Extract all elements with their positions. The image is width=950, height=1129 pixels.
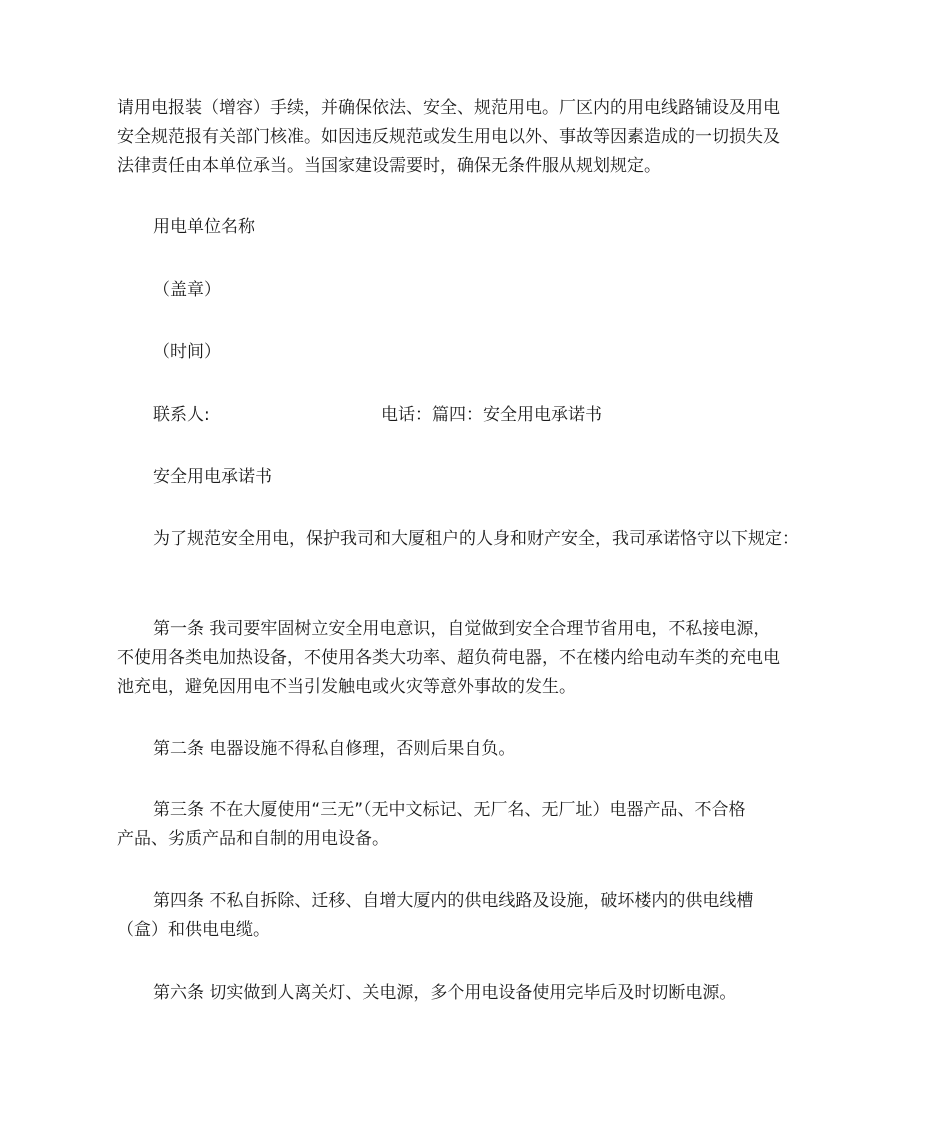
- seal-label: （盖章）: [153, 280, 221, 300]
- article-line: 第一条 我司要牢固树立安全用电意识，自觉做到安全合理节省用电，不私接电源，: [153, 619, 771, 639]
- intro-line: 请用电报装（增容）手续，并确保依法、安全、规范用电。厂区内的用电线路铺设及用电: [117, 98, 780, 118]
- article-line: 第三条 不在大厦使用“三无”（无中文标记、无厂名、无厂址）电器产品、不合格: [153, 800, 746, 820]
- article-line: 产品、劣质产品和自制的用电设备。: [117, 829, 389, 849]
- article-line: 池充电，避免因用电不当引发触电或火灾等意外事故的发生。: [117, 677, 576, 697]
- phone-label: 电话：篇四：安全用电承诺书: [381, 405, 602, 425]
- article-4: [117, 887, 837, 945]
- intro-line: 安全规范报有关部门核准。如因违反规范或发生用电以外、事故等因素造成的一切损失及: [117, 127, 780, 147]
- article-1: [117, 615, 837, 702]
- contact-label: 联系人:: [153, 405, 210, 425]
- article-line: 第六条 切实做到人离关灯、关电源，多个用电设备使用完毕后及时切断电源。: [153, 983, 737, 1003]
- preamble-paragraph: 为了规范安全用电，保护我司和大厦租户的人身和财产安全，我司承诺恪守以下规定：: [153, 529, 799, 549]
- article-6: [117, 979, 837, 1008]
- article-line: 第四条 不私自拆除、迁移、自增大厦内的供电线路及设施，破坏楼内的供电线槽: [153, 891, 754, 911]
- article-2: [117, 735, 837, 764]
- time-label: （时间）: [153, 342, 221, 362]
- article-line: （盒）和供电电缆。: [117, 920, 270, 940]
- article-line: 第二条 电器设施不得私自修理，否则后果自负。: [153, 739, 516, 759]
- intro-paragraph: [117, 94, 837, 181]
- document-heading: 安全用电承诺书: [153, 467, 272, 487]
- unit-name-label: 用电单位名称: [153, 217, 255, 237]
- intro-line: 法律责任由本单位承当。当国家建设需要时，确保无条件服从规划规定。: [117, 156, 661, 176]
- contact-row: [153, 401, 602, 430]
- article-line: 不使用各类电加热设备，不使用各类大功率、超负荷电器，不在楼内给电动车类的充电电: [117, 648, 780, 668]
- article-3: [117, 796, 837, 854]
